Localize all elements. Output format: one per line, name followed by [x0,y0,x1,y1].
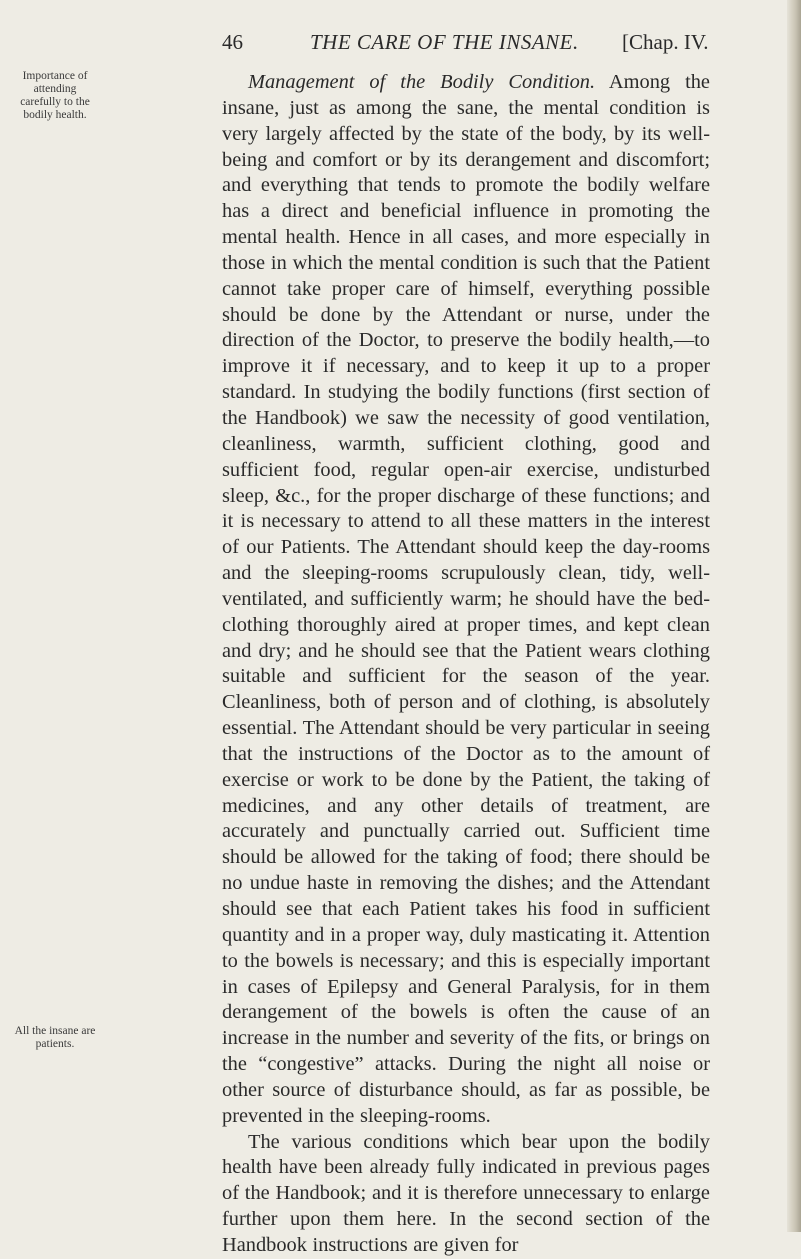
body-text [222,70,710,1259]
paragraph [222,1130,710,1259]
margin-note-insane-patients: All the insane are patients. [14,1025,96,1050]
paragraph-text: Among the insane, just as among the sane, the mental condition is very largely affected by the state of the body, by its well-being and comfort or by its derangement and discomfort; and everything that tends to promote the bodily welfare has a direct and beneficial influence in promoting the mental health. Hence in all cases, and more especially in those in which the mental condition is such that the Patient cannot take proper care of himself, everything possible should be done by the Attendant or nurse, under the direction of the Doctor, to preserve the bodily health,—to improve it if necessary, and to keep it up to a proper standard. In studying the bodily functions (first section of the Handbook) we saw the necessity of good ventilation, cleanliness, warmth, sufficient clothing, good and sufficient food, regular open-air exercise, undisturbed sleep, &c., for the proper discharge of these functions; and it is necessary to attend to all these matters in the interest of our Patients. The Attendant should keep the day-rooms and the sleeping-rooms scrupulously clean, tidy, well-ventilated, and sufficiently warm; he should have the bed-clothing thoroughly aired at proper times, and kept clean and dry; and he should see that the Patient wears clothing suitable and sufficient for the season of the year. Cleanliness, both of person and of clothing, is absolutely essential. The Attendant should be very particular in seeing that the instructions of the Doctor as to the amount of exercise or work to be done by the Patient, the taking of medicines, and any other details of treatment, are accurately and punctually carried out. Sufficient time should be allowed for the taking of food; there should be no undue haste in removing the dishes; and the Attendant should see that each Patient takes his food in sufficient quantity and in a proper way, duly masticating it. Attention to the bowels is necessary; and this is especially important in cases of Epilepsy and General Paralysis, for in them derangement of the bowels is often the cause of an increase in the number and severity of the fits, or brings on the “congestive” attacks. During the night all noise or other source of disturbance should, as far as possible, be prevented in the sleeping-rooms. [222,71,710,1127]
page-header [0,30,801,60]
running-title: THE CARE OF THE INSANE. [310,30,579,54]
page-number: 46 [222,30,243,54]
paragraph-text: The various conditions which bear upon the bodily health have been already fully indicated in previous pages of the Handbook; and it is therefore unnecessary to enlarge further upon them here. In the second section of the Handbook instructions are given for [222,1130,710,1256]
section-heading: Management of the Bodily Condition. [248,71,596,93]
chapter-label: [Chap. IV. [622,30,709,54]
margin-note-bodily-health: Importance of attending carefully to the bodily health. [20,70,90,121]
page-edge [787,0,801,1232]
paragraph [222,70,710,1130]
